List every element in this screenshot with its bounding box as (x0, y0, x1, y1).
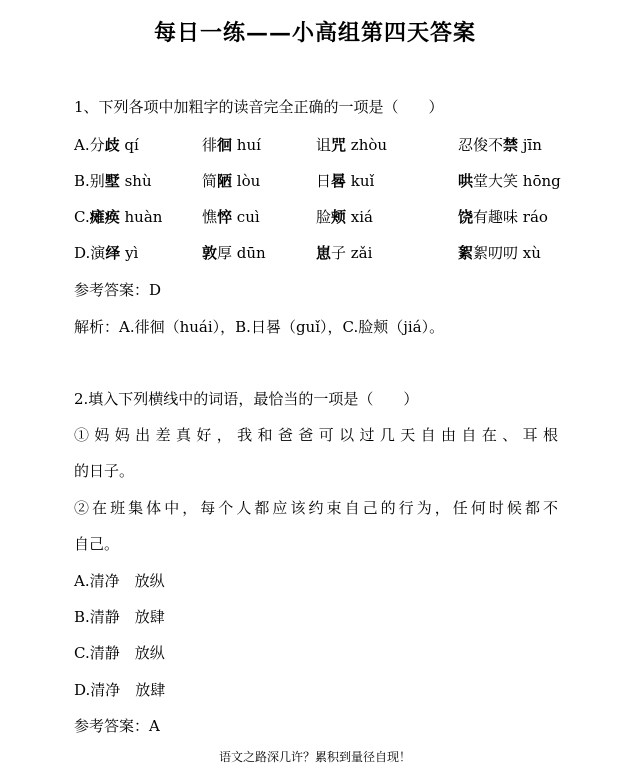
question-2: 2.填入下列横线中的词语，最恰当的一项是（ ） (74, 390, 419, 408)
option-cell: 敦厚 dūn (202, 244, 266, 262)
option-cell: 脸颊 xiá (316, 208, 373, 226)
option-row-a (74, 134, 594, 154)
option-cell: 崽子 zǎi (316, 244, 373, 262)
option-row-d (74, 242, 594, 262)
option-cell: 絮絮叨叨 xù (458, 244, 541, 262)
option-row-b (74, 170, 594, 190)
sentence-1-cont: 的日子。 (74, 462, 135, 480)
sentence-2: ②在班集体中，每个人都应该约束自己的行为，任何时候都不 (74, 499, 558, 517)
analysis-1: 解析：A.徘徊（huái），B.日晷（guǐ），C.脸颊（jiá）。 (74, 318, 445, 336)
option-cell: 徘徊 huí (202, 136, 261, 154)
option-cell: 哄堂大笑 hōng (458, 172, 561, 190)
footer-motto: 语文之路深几许？累积到量径自现！ (218, 750, 411, 764)
option-cell: B.别墅 shù (74, 172, 152, 190)
page-title: 每日一练——小高组第四天答案 (153, 20, 476, 46)
option-b: B.清静 放肆 (74, 608, 165, 626)
sentence-1: ①妈妈出差真好，我和爸爸可以过几天自由自在、耳根 (74, 426, 558, 444)
option-cell: 忍俊不禁 jīn (458, 136, 542, 154)
option-d: D.清净 放肆 (74, 681, 166, 699)
option-cell: 憔悴 cuì (202, 208, 260, 226)
question-1: 1、下列各项中加粗字的读音完全正确的一项是（ ） (74, 98, 444, 116)
option-cell: D.演绎 yì (74, 244, 139, 262)
option-cell: 饶有趣味 ráo (458, 208, 548, 226)
option-cell: 日晷 kuǐ (316, 172, 375, 190)
option-cell: 简陋 lòu (202, 172, 261, 190)
option-c: C.清静 放纵 (74, 644, 165, 662)
sentence-2-cont: 自己。 (74, 535, 120, 553)
answer-1: 参考答案：D (74, 281, 162, 299)
option-row-c (74, 206, 594, 226)
option-cell: C.瘫痪 huàn (74, 208, 163, 226)
option-a: A.清净 放纵 (74, 572, 165, 590)
option-cell: 诅咒 zhòu (316, 136, 388, 154)
option-cell: A.分歧 qí (74, 136, 139, 154)
answer-2: 参考答案：A (74, 717, 160, 735)
